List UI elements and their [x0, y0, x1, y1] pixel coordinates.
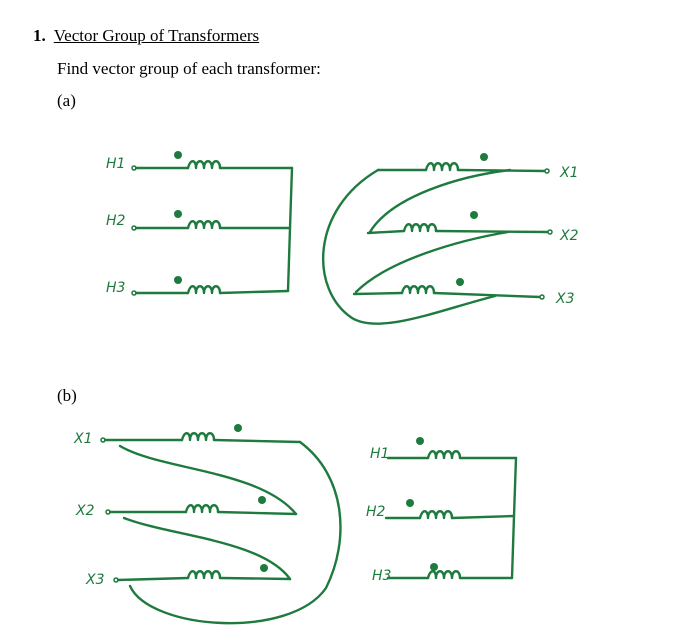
part-b-h2-polarity-dot [406, 499, 414, 507]
part-a-h2-coil [188, 221, 220, 228]
part-a-x1-label: X1 [560, 165, 579, 181]
part-a-x3-terminal [540, 295, 544, 299]
part-b-h2-coil [420, 511, 452, 518]
part-a-h1-polarity-dot [174, 151, 182, 159]
part-b-h1-label: H1 [370, 446, 390, 462]
part-a-x2-label: X2 [560, 228, 579, 244]
part-b-x2-polarity-dot [258, 496, 266, 504]
part-a-x1-terminal [545, 169, 549, 173]
part-b-neutral-bar [512, 458, 516, 578]
part-b-h3-polarity-dot [430, 563, 438, 571]
part-b-h1-polarity-dot [416, 437, 424, 445]
part-a-delta-link-2 [356, 232, 508, 292]
part-b-label: (b) [57, 386, 77, 405]
part-b-x3-label: X3 [86, 572, 105, 588]
part-b-x3-coil [188, 571, 220, 578]
problem-instruction: Find vector group of each transformer: [57, 59, 321, 78]
part-b-x-winding [73, 424, 340, 623]
part-b-x2-coil [186, 505, 218, 512]
part-b-h1-coil [428, 451, 460, 458]
part-a-x3-coil [402, 286, 434, 293]
part-b-x1-coil [182, 433, 214, 440]
part-a-x1-coil [426, 163, 458, 170]
part-b-x3-polarity-dot [260, 564, 268, 572]
part-a-x2-terminal [548, 230, 552, 234]
part-a-h3-coil [188, 286, 220, 293]
part-b-h3-coil [428, 571, 460, 578]
part-a-label: (a) [57, 91, 76, 110]
part-a-h2-polarity-dot [174, 210, 182, 218]
part-a-x2-coil [404, 224, 436, 231]
part-a-delta-link-3 [323, 170, 495, 324]
part-a-x1-polarity-dot [480, 153, 488, 161]
part-b-x2-label: X2 [76, 503, 95, 519]
part-a-x3-label: X3 [556, 291, 575, 307]
part-b-delta-link-1 [120, 446, 296, 514]
part-a-secondary-winding [323, 153, 578, 324]
part-b-x1-polarity-dot [234, 424, 242, 432]
part-a-h2-label: H2 [106, 213, 126, 229]
part-b-x1-label: X1 [74, 431, 93, 447]
part-a-h3-label: H3 [106, 280, 126, 296]
part-a-primary-winding [106, 151, 292, 296]
part-a-h1-coil [188, 161, 220, 168]
problem-title: Vector Group of Transformers [53, 26, 260, 45]
part-a-delta-link-1 [370, 170, 510, 232]
part-a-x2-polarity-dot [470, 211, 478, 219]
part-a-x3-polarity-dot [456, 278, 464, 286]
problem-number: 1. [33, 26, 46, 45]
part-b-h2-label: H2 [366, 504, 386, 520]
part-a-h1-label: H1 [106, 156, 126, 172]
part-b-h-winding [366, 437, 516, 584]
part-a-h3-polarity-dot [174, 276, 182, 284]
part-b-delta-link-3 [130, 442, 340, 623]
part-a-neutral-bar [288, 168, 292, 291]
part-b-h3-label: H3 [372, 568, 392, 584]
